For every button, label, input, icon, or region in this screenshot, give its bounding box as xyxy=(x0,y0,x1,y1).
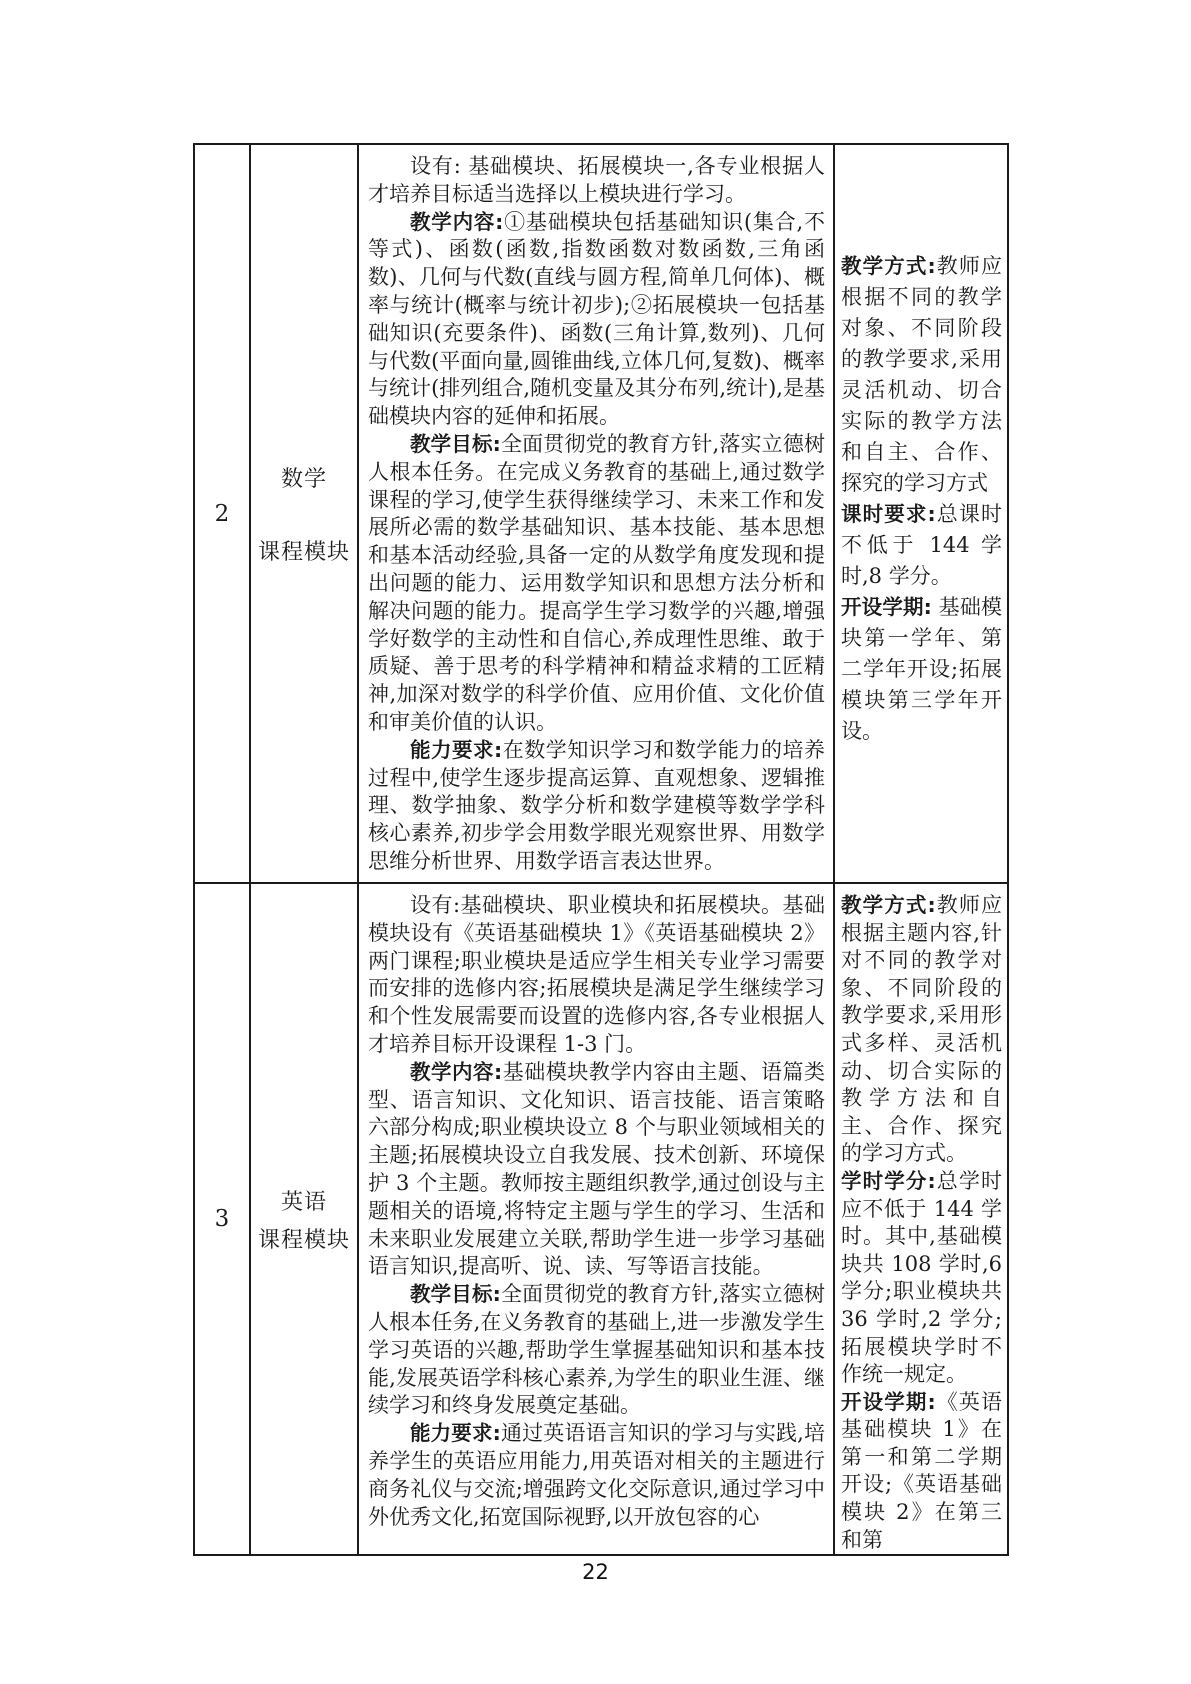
table-row xyxy=(194,144,1008,883)
paragraph-label: 能力要求: xyxy=(410,1421,501,1446)
curriculum-table xyxy=(193,143,1009,1556)
side-notes-cell xyxy=(834,883,1008,1555)
course-name-line2: 课程模块 xyxy=(257,539,350,565)
course-name-cell xyxy=(250,144,358,883)
paragraph-content xyxy=(368,1059,825,1281)
course-name-line1: 数学 xyxy=(280,466,327,492)
paragraph-label: 能力要求: xyxy=(410,737,503,762)
paragraph-text: 全面贯彻党的教育方针,落实立德树人根本任务,在义务教育的基础上,进一步激发学生学习英语的兴趣,帮助学生掌握基础知识和基本技能,发展英语学科核心素养,为学生的职业生涯、继续学习和终身发展奠定基础。 xyxy=(368,1282,825,1418)
paragraph-label: 开设学期: xyxy=(841,1389,936,1414)
course-name-gap xyxy=(251,1216,357,1223)
paragraph-label: 教学方式: xyxy=(841,254,936,278)
paragraph-teaching-method xyxy=(841,892,1002,1168)
paragraph-label: 教学目标: xyxy=(410,1282,501,1307)
paragraph-label: 学时学分: xyxy=(841,1168,936,1193)
paragraph-label: 教学目标: xyxy=(410,431,501,456)
paragraph-text: 基础模块第一学年、第二学年开设;拓展模块第三学年开设。 xyxy=(841,595,1002,743)
paragraph-semesters xyxy=(841,1389,1002,1555)
course-name-gap xyxy=(251,493,357,535)
paragraph-ability xyxy=(368,1420,825,1531)
table-row xyxy=(194,883,1008,1555)
paragraph-label: 教学内容: xyxy=(410,209,504,234)
paragraph-text: ①基础模块包括基础知识(集合,不等式)、函数(函数,指数函数对数函数,三角函数)、几何与代数(直线与圆方程,简单几何体)、概率与统计(概率与统计初步);②拓展模块一包括基础知识(充要条件)、函数(三角计算,数列)、几何与代数(平面向量,圆锥曲线,立体几何,复数)、概率与统计(排列组合,随机变量及其分布列,统计),是基础模块内容的延伸和拓展。 xyxy=(368,209,825,429)
page-number: 22 xyxy=(582,1560,609,1584)
paragraph-content xyxy=(368,209,825,431)
paragraph-teaching-method xyxy=(841,251,1002,499)
row-number-cell xyxy=(194,144,250,883)
paragraph-text: 设有:基础模块、职业模块和拓展模块。基础模块设有《英语基础模块 1》《英语基础模块 2》两门课程;职业模块是适应学生相关专业学习需要而安排的选修内容;拓展模块是满足学生继续学习和个性发展需要而设置的选修内容,各专业根据人才培养目标开设课程 1-3 门。 xyxy=(368,893,825,1056)
main-content-cell xyxy=(358,883,834,1555)
side-notes-cell xyxy=(834,144,1008,883)
paragraph-text: 通过英语语言知识的学习与实践,培养学生的英语应用能力,用英语对相关的主题进行商务礼仪与交流;增强跨文化交际意识,通过学习中外优秀文化,拓宽国际视野,以开放包容的心 xyxy=(368,1421,825,1529)
paragraph-label: 教学方式: xyxy=(841,893,936,917)
paragraph-text: 《英语基础模块 1》在第一和第二学期开设;《英语基础模块 2》在第三和第 xyxy=(841,1389,1002,1552)
paragraph-text: 在数学知识学习和数学能力的培养过程中,使学生逐步提高运算、直观想象、逻辑推理、数学抽象、数学分析和数学建模等数学学科核心素养,初步学会用数学眼光观察世界、用数学思维分析世界、用数学语言表达世界。 xyxy=(368,737,825,873)
paragraph-text: 总学时应不低于 144 学时。其中,基础模块共 108 学时,6 学分;职业模块共 36 学时,2 学分;拓展模块学时不作统一规定。 xyxy=(841,1168,1002,1387)
paragraph-label: 教学内容: xyxy=(410,1059,503,1084)
paragraph-hours xyxy=(841,499,1002,592)
paragraph-overview xyxy=(368,153,825,209)
paragraph-text: 设有: 基础模块、拓展模块一,各专业根据人才培养目标适当选择以上模块进行学习。 xyxy=(368,154,825,206)
paragraph-text: 教师应根据不同的教学对象、不同阶段的教学要求,采用灵活机动、切合实际的教学方法和自主、合作、探究的学习方式 xyxy=(841,254,1002,495)
course-name-line1: 英语 xyxy=(280,1189,327,1215)
paragraph-goals xyxy=(368,1281,825,1420)
main-content-cell xyxy=(358,144,834,883)
paragraph-credit-hours xyxy=(841,1168,1002,1389)
paragraph-label: 课时要求: xyxy=(841,502,936,526)
course-name-line2: 课程模块 xyxy=(257,1227,350,1253)
course-name-cell xyxy=(250,883,358,1555)
paragraph-ability xyxy=(368,737,825,876)
row-number: 3 xyxy=(214,1206,230,1233)
row-number-cell xyxy=(194,883,250,1555)
paragraph-text: 全面贯彻党的教育方针,落实立德树人根本任务。在完成义务教育的基础上,通过数学课程的学习,使学生获得继续学习、未来工作和发展所必需的数学基础知识、基本技能、基本思想和基本活动经验,具备一定的从数学角度发现和提出问题的能力、运用数学知识和思想方法分析和解决问题的能力。提高学生学习数学的兴趣,增强学好数学的主动性和自信心,养成理性思维、敢于质疑、善于思考的科学精神和精益求精的工匠精神,加深对数学的科学价值、应用价值、文化价值和审美价值的认识。 xyxy=(368,431,825,734)
paragraph-label: 开设学期: xyxy=(841,595,932,619)
row-number: 2 xyxy=(214,500,230,527)
paragraph-text: 总课时不低于 144 学时,8 学分。 xyxy=(841,502,1002,588)
paragraph-text: 教师应根据主题内容,针对不同的教学对象、不同阶段的教学要求,采用形式多样、灵活机动、切合实际的教学方法和自主、合作、探究的学习方式。 xyxy=(841,893,1002,1166)
paragraph-semesters xyxy=(841,592,1002,747)
paragraph-goals xyxy=(368,431,825,737)
paragraph-text: 基础模块教学内容由主题、语篇类型、语言知识、文化知识、语言技能、语言策略六部分构成;职业模块设立 8 个与职业领域相关的主题;拓展模块设立自我发展、技术创新、环境保护 3 个主题。教师按主题组织教学,通过创设与主题相关的语境,将特定主题与学生的学习、生活和未来职业发展建立关联,帮助学生进一步学习基础语言知识,提高听、说、读、写等语言技能。 xyxy=(368,1059,825,1279)
paragraph-overview xyxy=(368,892,825,1059)
